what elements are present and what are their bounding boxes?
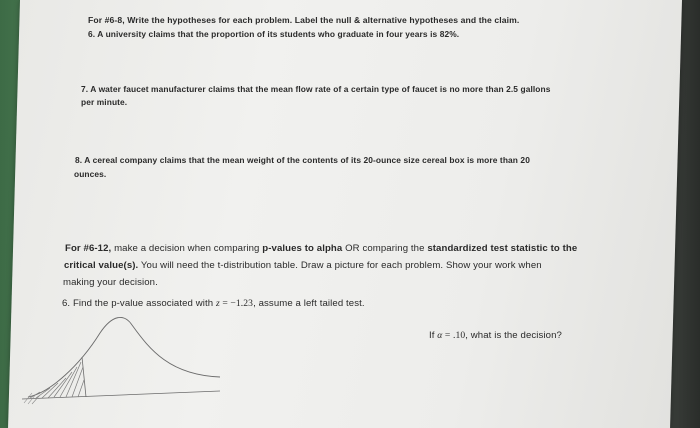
- decision-suffix: , what is the decision?: [465, 330, 562, 341]
- alpha-value: = .10: [442, 330, 466, 341]
- instr-critical-emphasis: critical value(s).: [64, 260, 139, 271]
- part2-instructions-line-3: making your decision.: [63, 277, 158, 288]
- horizontal-axis-line: [22, 391, 220, 399]
- question-7-line-1: 7. A water faucet manufacturer claims that the mean flow rate of a certain type of faucet is no more than 2.5 gallons: [81, 84, 551, 94]
- part2-instructions-line-2: [64, 260, 542, 271]
- part2-instructions-line-1: [65, 243, 577, 254]
- decision-question: [429, 330, 562, 341]
- part1-instructions: For #6-8, Write the hypotheses for each problem. Label the null & alternative hypotheses and the claim.: [88, 15, 520, 25]
- decision-prefix: If: [429, 330, 438, 341]
- bell-curve-line: [28, 317, 220, 397]
- question-6-hypothesis: 6. A university claims that the proportion of its students who graduate in four years is 82%.: [88, 29, 460, 39]
- alpha-variable: α: [437, 330, 443, 341]
- q6-suffix: , assume a left tailed test.: [253, 298, 365, 309]
- critical-value-line: [82, 357, 86, 397]
- question-8-line-2: ounces.: [74, 169, 107, 179]
- question-7-line-2: per minute.: [81, 97, 128, 107]
- normal-curve-sketch: [20, 305, 230, 410]
- z-value: = −1.23: [219, 298, 254, 309]
- instr-range-label: For #6-12,: [65, 243, 112, 254]
- instr-text: OR comparing the: [342, 243, 428, 254]
- instr-text: make a decision when comparing: [111, 243, 263, 254]
- instr-text: You will need the t-distribution table. Draw a picture for each problem. Show your work when: [138, 260, 542, 271]
- z-variable: z: [216, 298, 220, 309]
- q6-prefix: 6. Find the p-value associated with: [62, 298, 216, 309]
- shaded-left-tail: [30, 362, 84, 398]
- question-8-line-1: 8. A cereal company claims that the mean weight of the contents of its 20-ounce size cereal box is more than 20: [75, 155, 530, 165]
- instr-pvalue-emphasis: p-values to alpha: [262, 243, 343, 254]
- instr-statistic-emphasis: standardized test statistic to the: [427, 243, 578, 254]
